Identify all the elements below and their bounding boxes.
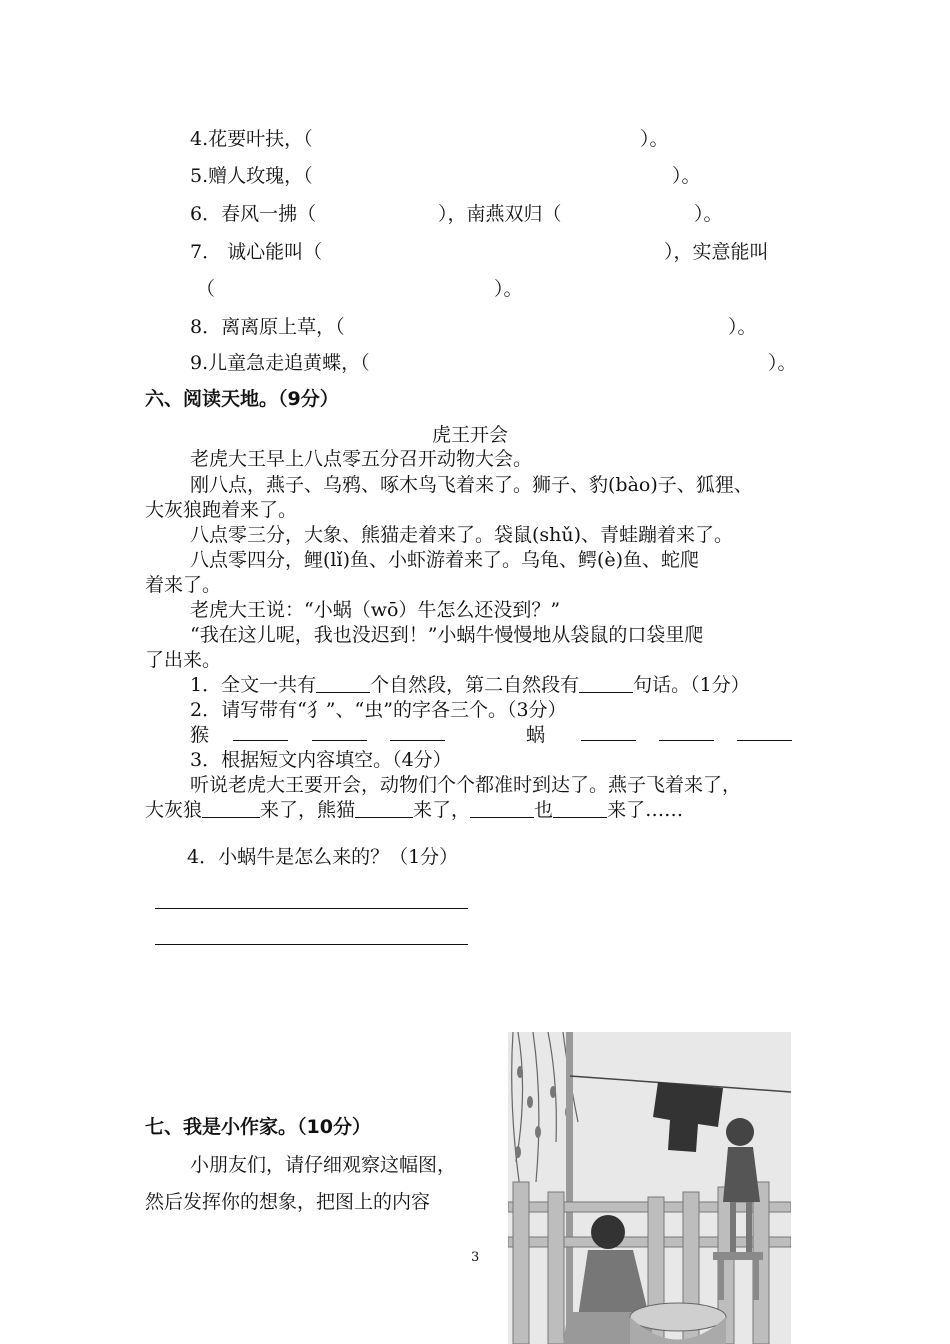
story-para-4: 八点零四分，鲤(lǐ)鱼、小虾游着来了。乌龟、鳄(è)鱼、蛇爬: [190, 549, 700, 571]
q2-blank-6[interactable]: [737, 740, 792, 741]
story-para-5: 老虎大王说：“小蜗（wō）牛怎么还没到？”: [190, 599, 561, 621]
q2-blank-5[interactable]: [659, 740, 714, 741]
q2-blank-1[interactable]: [233, 740, 288, 741]
question-3: 3．根据短文内容填空。（4分）: [190, 749, 452, 771]
poem-line-7: 7． 诚心能叫（: [190, 241, 323, 263]
poem-line-9-end: ）。: [768, 352, 797, 374]
poem-line-7-mid: ），实意能叫: [664, 241, 769, 263]
story-para-2-cont: 大灰狼跑着来了。: [145, 499, 298, 521]
story-para-1: 老虎大王早上八点零五分召开动物大会。: [190, 448, 533, 470]
story-para-2: 刚八点，燕子、乌鸦、啄木鸟飞着来了。狮子、豹(bào)子、狐狸、: [190, 474, 753, 496]
q2-char-1: 猴: [190, 724, 210, 746]
illustration-drawing: [508, 1032, 791, 1344]
poem-line-9: 9.儿童急走追黄蝶，（: [190, 352, 370, 374]
section6-heading: 六、阅读天地。（9分）: [145, 388, 339, 410]
q3-text-1: 听说老虎大王要开会，动物们个个都准时到达了。燕子飞着来了，: [190, 774, 742, 796]
q2-blank-3[interactable]: [390, 740, 445, 741]
page-number: 3: [471, 1250, 480, 1265]
illustration-laundry-image: [508, 1032, 791, 1344]
section7-para-2: 然后发挥你的想象，把图上的内容: [145, 1191, 431, 1213]
poem-line-7-end: ）。: [494, 278, 523, 300]
question-4: 4．小蜗牛是怎么来的？（1分）: [187, 846, 459, 868]
story-para-6-cont: 了出来。: [145, 649, 222, 671]
poem-line-5-end: ）。: [672, 165, 701, 187]
q2-blank-4[interactable]: [581, 740, 636, 741]
q4-answer-line-2[interactable]: [155, 944, 468, 945]
story-para-6: “我在这儿呢，我也没迟到！”小蜗牛慢慢地从袋鼠的口袋里爬: [190, 624, 704, 646]
poem-line-8: 8．离离原上草，（: [190, 316, 345, 338]
q2-char-2: 蜗: [526, 724, 546, 746]
q3-text-2: 大灰狼 来了，熊猫 来了， 也 来了……: [145, 799, 684, 821]
story-para-4-cont: 着来了。: [145, 574, 222, 596]
q4-answer-line-1[interactable]: [155, 908, 468, 909]
q1-blank-sentences[interactable]: [579, 672, 633, 693]
poem-line-7-cont: （: [196, 278, 216, 300]
q3-blank-wolf[interactable]: [202, 797, 260, 818]
poem-line-4: 4.花要叶扶，（: [190, 128, 313, 150]
poem-line-8-end: ）。: [728, 316, 757, 338]
story-title: 虎王开会: [432, 424, 509, 446]
q3-blank-animal[interactable]: [470, 797, 534, 818]
poem-line-6-mid: ），南燕双归（: [438, 203, 562, 225]
poem-line-6: 6．春风一拂（: [190, 203, 317, 225]
q3-blank-panda[interactable]: [355, 797, 413, 818]
poem-line-6-end: ）。: [694, 203, 723, 225]
section7-para-1: 小朋友们，请仔细观察这幅图，: [190, 1154, 457, 1176]
question-2: 2．请写带有“犭”、“虫”的字各三个。（3分）: [190, 699, 567, 721]
poem-line-5: 5.赠人玫瑰，（: [190, 165, 313, 187]
story-para-3: 八点零三分，大象、熊猫走着来了。袋鼠(shǔ)、青蛙蹦着来了。: [190, 524, 734, 546]
q1-blank-paragraphs[interactable]: [316, 672, 370, 693]
question-1: 1．全文一共有 个自然段，第二自然段有 句话。（1分）: [190, 674, 750, 696]
q2-blank-2[interactable]: [312, 740, 367, 741]
section7-heading: 七、我是小作家。（10分）: [145, 1116, 371, 1138]
poem-line-4-end: ）。: [640, 128, 669, 150]
q3-blank-manner[interactable]: [553, 797, 607, 818]
